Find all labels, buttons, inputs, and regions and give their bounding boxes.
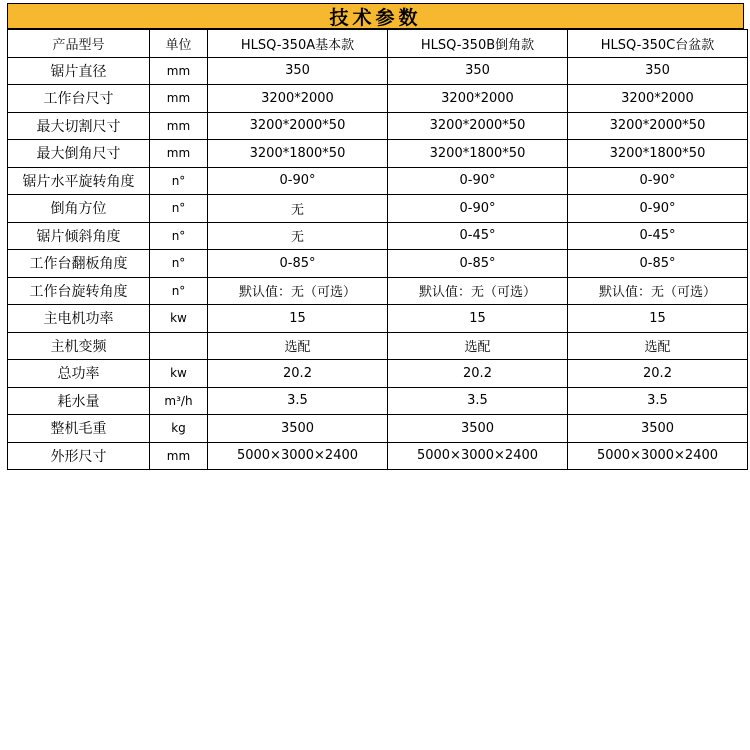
table-row: [8, 222, 748, 250]
row-value-model-c: 20.2: [568, 360, 748, 388]
table-row: [8, 415, 748, 443]
row-value-model-c: 15: [568, 305, 748, 333]
row-value-model-a: 3500: [208, 415, 388, 443]
row-value-model-a: 20.2: [208, 360, 388, 388]
header-model-b: HLSQ-350B倒角款: [388, 30, 568, 58]
row-value-model-a: 350: [208, 57, 388, 85]
row-value-model-b: 20.2: [388, 360, 568, 388]
row-param-name: 总功率: [8, 360, 150, 388]
row-param-name: 倒角方位: [8, 195, 150, 223]
row-unit: mm: [150, 85, 208, 113]
row-value-model-b: 3.5: [388, 387, 568, 415]
table-row: [8, 250, 748, 278]
row-param-name: 最大倒角尺寸: [8, 140, 150, 168]
row-unit: kg: [150, 415, 208, 443]
row-param-name: 外形尺寸: [8, 442, 150, 470]
row-value-model-c: 3200*2000: [568, 85, 748, 113]
row-unit: n°: [150, 222, 208, 250]
row-param-name: 锯片倾斜角度: [8, 222, 150, 250]
row-unit: n°: [150, 195, 208, 223]
row-unit: kw: [150, 305, 208, 333]
row-unit: mm: [150, 112, 208, 140]
row-value-model-c: 0-90°: [568, 167, 748, 195]
row-param-name: 锯片直径: [8, 57, 150, 85]
spec-table-body: [8, 30, 748, 470]
header-model-c: HLSQ-350C台盆款: [568, 30, 748, 58]
table-row: [8, 85, 748, 113]
row-unit: n°: [150, 277, 208, 305]
row-value-model-b: 3500: [388, 415, 568, 443]
header-unit-label: 单位: [150, 30, 208, 58]
table-row: [8, 277, 748, 305]
row-unit: [150, 332, 208, 360]
row-value-model-a: 0-90°: [208, 167, 388, 195]
row-value-model-a: 3200*1800*50: [208, 140, 388, 168]
row-value-model-c: 0-90°: [568, 195, 748, 223]
row-value-model-b: 0-45°: [388, 222, 568, 250]
row-unit: m³/h: [150, 387, 208, 415]
row-value-model-c: 3.5: [568, 387, 748, 415]
row-value-model-a: 0-85°: [208, 250, 388, 278]
row-value-model-b: 3200*1800*50: [388, 140, 568, 168]
row-param-name: 工作台翻板角度: [8, 250, 150, 278]
row-value-model-c: 3500: [568, 415, 748, 443]
header-model-label: 产品型号: [8, 30, 150, 58]
row-param-name: 主电机功率: [8, 305, 150, 333]
row-value-model-c: 选配: [568, 332, 748, 360]
row-value-model-a: 默认值：无（可选）: [208, 277, 388, 305]
row-value-model-c: 3200*2000*50: [568, 112, 748, 140]
row-value-model-b: 0-90°: [388, 195, 568, 223]
table-header-row: [8, 30, 748, 58]
row-value-model-c: 默认值：无（可选）: [568, 277, 748, 305]
row-param-name: 工作台旋转角度: [8, 277, 150, 305]
row-unit: mm: [150, 57, 208, 85]
row-value-model-c: 5000×3000×2400: [568, 442, 748, 470]
row-value-model-a: 3.5: [208, 387, 388, 415]
row-value-model-b: 350: [388, 57, 568, 85]
row-value-model-b: 3200*2000*50: [388, 112, 568, 140]
row-value-model-c: 0-45°: [568, 222, 748, 250]
table-row: [8, 442, 748, 470]
row-value-model-b: 选配: [388, 332, 568, 360]
row-value-model-a: 3200*2000*50: [208, 112, 388, 140]
row-param-name: 整机毛重: [8, 415, 150, 443]
row-value-model-c: 3200*1800*50: [568, 140, 748, 168]
row-param-name: 最大切割尺寸: [8, 112, 150, 140]
row-value-model-c: 0-85°: [568, 250, 748, 278]
row-value-model-a: 15: [208, 305, 388, 333]
row-unit: mm: [150, 442, 208, 470]
row-param-name: 耗水量: [8, 387, 150, 415]
row-value-model-c: 350: [568, 57, 748, 85]
header-model-a: HLSQ-350A基本款: [208, 30, 388, 58]
row-value-model-a: 无: [208, 222, 388, 250]
row-value-model-a: 3200*2000: [208, 85, 388, 113]
row-unit: kw: [150, 360, 208, 388]
row-value-model-b: 3200*2000: [388, 85, 568, 113]
page-title: 技术参数: [7, 3, 744, 29]
row-value-model-a: 5000×3000×2400: [208, 442, 388, 470]
table-row: [8, 57, 748, 85]
table-row: [8, 305, 748, 333]
row-unit: n°: [150, 250, 208, 278]
table-row: [8, 360, 748, 388]
spec-table: [7, 29, 748, 470]
table-row: [8, 387, 748, 415]
row-param-name: 工作台尺寸: [8, 85, 150, 113]
row-value-model-a: 选配: [208, 332, 388, 360]
table-row: [8, 195, 748, 223]
table-row: [8, 167, 748, 195]
spec-sheet: [7, 3, 744, 470]
row-value-model-a: 无: [208, 195, 388, 223]
row-value-model-b: 5000×3000×2400: [388, 442, 568, 470]
row-value-model-b: 0-85°: [388, 250, 568, 278]
table-row: [8, 332, 748, 360]
table-row: [8, 112, 748, 140]
table-row: [8, 140, 748, 168]
row-param-name: 锯片水平旋转角度: [8, 167, 150, 195]
row-unit: mm: [150, 140, 208, 168]
row-value-model-b: 0-90°: [388, 167, 568, 195]
row-param-name: 主机变频: [8, 332, 150, 360]
row-value-model-b: 默认值：无（可选）: [388, 277, 568, 305]
row-unit: n°: [150, 167, 208, 195]
row-value-model-b: 15: [388, 305, 568, 333]
